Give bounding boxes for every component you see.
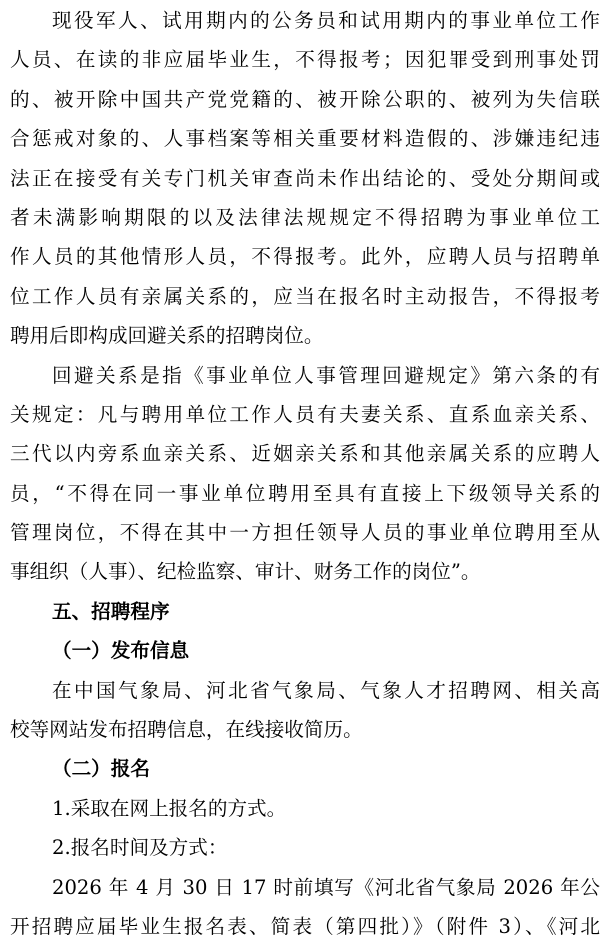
section-heading: 五、招聘程序 bbox=[52, 599, 170, 623]
subsection-heading: （一）发布信息 bbox=[52, 639, 190, 663]
text-line: 者未满影响期限的以及法律法规规定不得招聘为事业单位工 bbox=[10, 205, 600, 229]
text-line: 人员、在读的非应届毕业生，不得报考；因犯罪受到刑事处罚 bbox=[10, 48, 600, 72]
paragraph-eligibility bbox=[10, 1, 600, 356]
text-line: 三代以内旁系血亲关系、近姻亲关系和其他亲属关系的应聘人 bbox=[10, 442, 600, 466]
text-line: 作人员的其他情形人员，不得报考。此外，应聘人员与招聘单 bbox=[10, 245, 600, 269]
subsection-heading: （二）报名 bbox=[52, 757, 150, 781]
text-line: 的、被开除中国共产党党籍的、被开除公职的、被列为失信联 bbox=[10, 87, 600, 111]
text-line: 聘用后即构成回避关系的招聘岗位。 bbox=[10, 324, 324, 348]
list-item: 2.报名时间及方式： bbox=[52, 836, 228, 860]
text-line: 法正在接受有关专门机关审查尚未作出结论的、受处分期间或 bbox=[10, 166, 600, 190]
text-line: 开招聘应届毕业生报名表、简表（第四批）》（附件 3）、《河北 bbox=[10, 914, 600, 938]
text-line: 回避关系是指《事业单位人事管理回避规定》第六条的有 bbox=[52, 363, 600, 387]
text-line: 位工作人员有亲属关系的，应当在报名时主动报告，不得报考 bbox=[10, 284, 600, 308]
text-line: 事组织（人事）、纪检监察、审计、财务工作的岗位”。 bbox=[10, 560, 481, 584]
text-line: 关规定：凡与聘用单位工作人员有夫妻关系、直系血亲关系、 bbox=[10, 402, 600, 426]
text-line: 在中国气象局、河北省气象局、气象人才招聘网、相关高 bbox=[52, 678, 600, 702]
text-line: 现役军人、试用期内的公务员和试用期内的事业单位工作 bbox=[52, 9, 600, 32]
text-line: 员，“不得在同一事业单位聘用至具有直接上下级领导关系的 bbox=[10, 481, 600, 505]
document-page bbox=[0, 1, 614, 938]
text-line: 校等网站发布招聘信息，在线接收简历。 bbox=[10, 718, 363, 742]
paragraph-publish-info bbox=[10, 671, 600, 750]
text-line: 2026 年 4 月 30 日 17 时前填写《河北省气象局 2026 年公 bbox=[52, 875, 600, 899]
paragraph-avoidance bbox=[10, 356, 600, 592]
list-item: 1.采取在网上报名的方式。 bbox=[52, 796, 287, 820]
paragraph-registration-time bbox=[10, 868, 600, 946]
text-line: 合惩戒对象的、人事档案等相关重要材料造假的、涉嫌违纪违 bbox=[10, 127, 600, 151]
text-line: 管理岗位，不得在其中一方担任领导人员的事业单位聘用至从 bbox=[10, 521, 600, 545]
